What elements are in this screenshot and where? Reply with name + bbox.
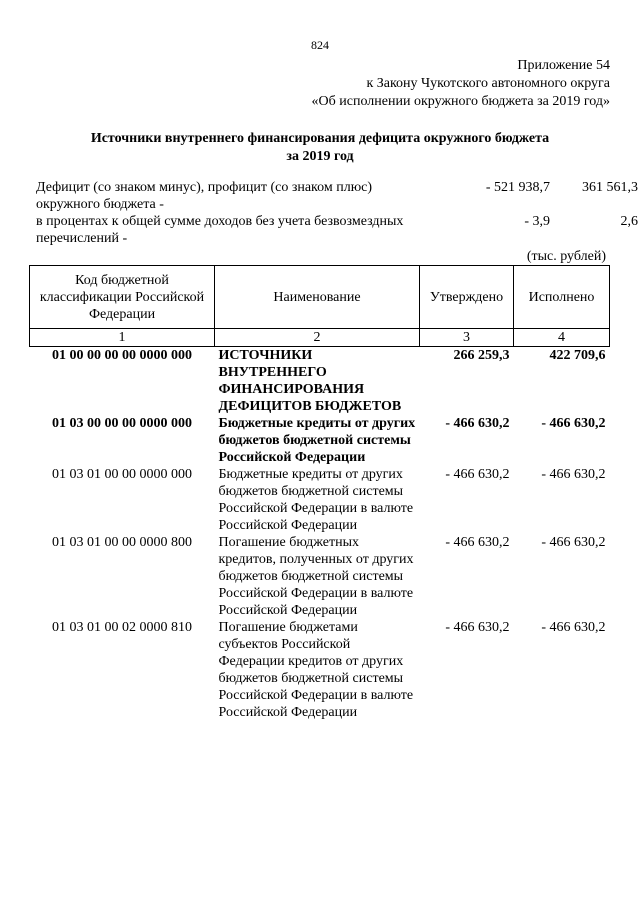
row-name: Бюджетные кредиты от других бюджетов бюджетной системы Российской Федерации в валюте Российской Федерации [218,467,414,533]
table-header-row [30,266,610,329]
header-code: Код бюджетной классификации Российской Федерации [30,266,215,329]
table-row [30,347,610,416]
table-index-row [30,329,610,347]
summary-approved: - 521 938,7 [485,180,550,195]
document-title [30,130,610,166]
units-label: (тыс. рублей) [526,249,606,264]
summary-row-percent [36,213,638,247]
row-name: Погашение бюджетами субъектов Российской Федерации кредитов от других бюджетов бюджетной системы Российской Федерации в валюте Российской Федерации [218,620,414,720]
page-number: 824 [311,38,329,52]
row-name: Бюджетные кредиты от других бюджетов бюджетной системы Российской Федерации [218,416,416,465]
index-cell: 4 [514,329,610,347]
table-row [30,534,610,619]
row-approved: - 466 630,2 [445,416,510,431]
row-name: Погашение бюджетных кредитов, полученных от других бюджетов бюджетной системы Российской Федерации в валюте Российской Федерации [218,535,414,618]
row-executed: - 466 630,2 [541,535,606,550]
summary-row-deficit [36,179,638,213]
index-cell: 1 [30,329,215,347]
title-line-2: за 2019 год [286,149,354,164]
table-row [30,466,610,534]
index-cell: 3 [420,329,514,347]
summary-label: Дефицит (со знаком минус), профицит (со знаком плюс) окружного бюджета - [36,180,373,212]
row-code: 01 03 01 00 00 0000 000 [52,467,192,482]
index-cell: 2 [215,329,420,347]
row-executed: 422 709,6 [549,348,606,363]
header-approved: Утверждено [420,266,514,329]
row-executed: - 466 630,2 [541,620,606,635]
appendix-line-2: к Закону Чукотского автономного округа [366,76,610,91]
summary-label: в процентах к общей сумме доходов без учета безвозмездных перечислений - [36,214,404,246]
row-executed: - 466 630,2 [541,467,606,482]
row-code: 01 03 01 00 00 0000 800 [52,535,192,550]
row-approved: 266 259,3 [453,348,510,363]
row-code: 01 00 00 00 00 0000 000 [52,348,192,363]
summary-approved: - 3,9 [524,214,550,229]
table-row [30,619,610,721]
header-name: Наименование [215,266,420,329]
row-executed: - 466 630,2 [541,416,606,431]
appendix-line-3: «Об исполнении окружного бюджета за 2019 год» [311,94,610,109]
title-line-1: Источники внутреннего финансирования дефицита окружного бюджета [90,131,550,146]
table-row [30,415,610,466]
appendix-line-1: Приложение 54 [517,58,610,73]
summary-executed: 2,6 [620,214,638,229]
row-code: 01 03 01 00 02 0000 810 [52,620,192,635]
header-executed: Исполнено [514,266,610,329]
row-approved: - 466 630,2 [445,620,510,635]
row-approved: - 466 630,2 [445,467,510,482]
summary-executed: 361 561,3 [582,180,638,195]
row-name: ИСТОЧНИКИ ВНУТРЕННЕГО ФИНАНСИРОВАНИЯ ДЕФИЦИТОВ БЮДЖЕТОВ [218,348,402,414]
financing-table [29,265,610,721]
row-code: 01 03 00 00 00 0000 000 [52,416,192,431]
row-approved: - 466 630,2 [445,535,510,550]
